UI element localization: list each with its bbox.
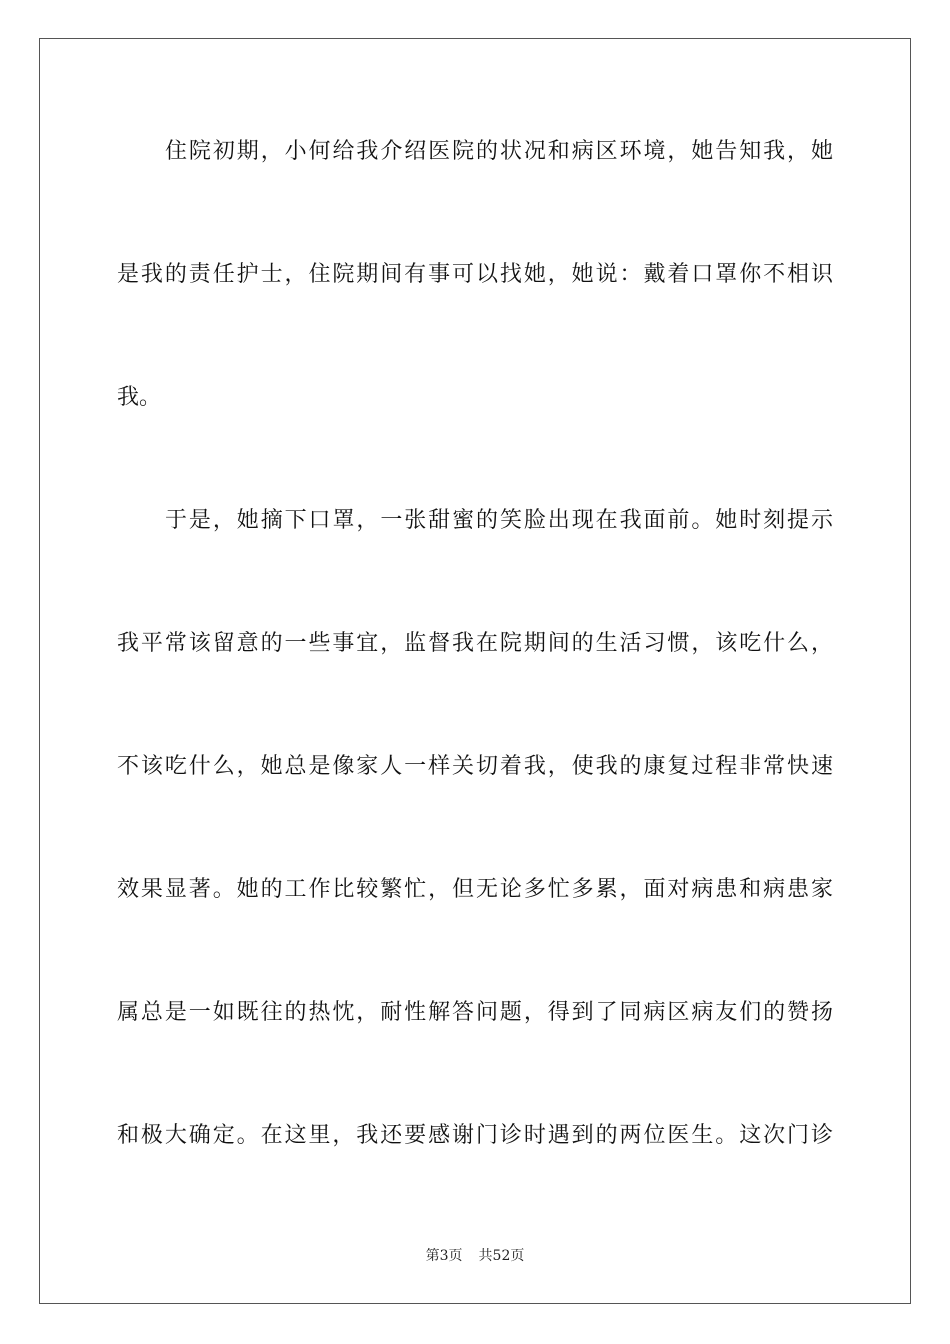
page-number: 第3页 — [425, 1248, 463, 1264]
paragraph-1-line-3: 我。 — [117, 385, 162, 410]
paragraph-2-line-5: 属总是一如既往的热忱，耐性解答问题，得到了同病区病友们的赞扬 — [117, 1000, 833, 1025]
paragraph-2-line-4: 效果显著。她的工作比较繁忙，但无论多忙多累，面对病患和病患家 — [117, 877, 833, 902]
page-border — [39, 38, 911, 1304]
page-footer — [0, 1245, 950, 1265]
paragraph-2-line-6: 和极大确定。在这里，我还要感谢门诊时遇到的两位医生。这次门诊 — [117, 1123, 833, 1148]
paragraph-2-line-3: 不该吃什么，她总是像家人一样关切着我，使我的康复过程非常快速 — [117, 754, 833, 779]
paragraph-2-line-2: 我平常该留意的一些事宜，监督我在院期间的生活习惯，该吃什么， — [117, 631, 833, 656]
paragraph-2-line-1: 于是，她摘下口罩，一张甜蜜的笑脸出现在我面前。她时刻提示 — [165, 508, 833, 533]
paragraph-1-line-1: 住院初期，小何给我介绍医院的状况和病区环境，她告知我，她 — [165, 139, 833, 164]
page-total: 共52页 — [478, 1248, 525, 1264]
paragraph-1-line-2: 是我的责任护士，住院期间有事可以找她，她说：戴着口罩你不相识 — [117, 262, 833, 287]
